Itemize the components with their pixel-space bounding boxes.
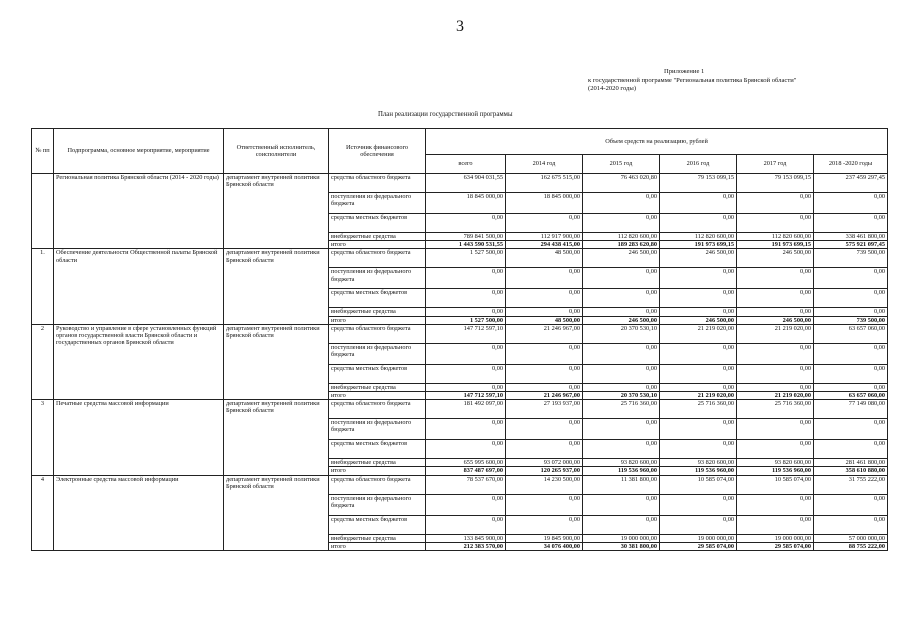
amount-cell: 112 917 900,00	[506, 233, 583, 241]
amount-cell: 358 610 880,00	[814, 467, 888, 475]
amount-cell: 0,00	[660, 419, 737, 440]
amount-cell: 0,00	[814, 419, 888, 440]
header-executor: Ответственный исполнитель, соисполнители	[224, 129, 329, 174]
plan-table-body	[32, 174, 888, 551]
funding-source: итого	[329, 241, 426, 249]
amount-cell: 0,00	[506, 214, 583, 233]
amount-cell: 31 755 222,00	[814, 475, 888, 494]
amount-cell: 1 527 500,00	[426, 249, 506, 268]
amount-cell: 0,00	[814, 383, 888, 391]
amount-cell: 79 153 099,15	[737, 174, 814, 193]
amount-cell: 0,00	[660, 289, 737, 308]
table-row	[32, 324, 888, 343]
amount-cell: 0,00	[814, 268, 888, 289]
amount-cell: 0,00	[583, 440, 660, 459]
amount-cell: 10 585 074,00	[660, 475, 737, 494]
amount-cell: 19 845 900,00	[506, 534, 583, 542]
amount-cell: 0,00	[583, 268, 660, 289]
amount-cell: 0,00	[583, 214, 660, 233]
funding-source: итого	[329, 467, 426, 475]
amount-cell: 0,00	[426, 419, 506, 440]
amount-cell: 119 536 960,00	[583, 467, 660, 475]
amount-cell: 789 841 500,00	[426, 233, 506, 241]
amount-cell: 0,00	[426, 308, 506, 316]
table-row	[32, 174, 888, 193]
amount-cell: 79 153 099,15	[660, 174, 737, 193]
table-row	[32, 475, 888, 494]
amount-cell: 0,00	[737, 289, 814, 308]
funding-source: средства местных бюджетов	[329, 364, 426, 383]
group-number: 1.	[32, 249, 54, 324]
group-name: Печатные средства массовой информации	[54, 400, 224, 475]
group-name: Региональная политика Брянской области (2014 - 2020 годы)	[54, 174, 224, 249]
amount-cell: 191 973 699,15	[737, 241, 814, 249]
amount-cell: 14 230 500,00	[506, 475, 583, 494]
amount-cell: 21 246 967,00	[506, 324, 583, 343]
amount-cell: 338 461 800,00	[814, 233, 888, 241]
group-number: 4	[32, 475, 54, 550]
amount-cell: 0,00	[660, 308, 737, 316]
amount-cell: 0,00	[814, 515, 888, 534]
amount-cell: 246 500,00	[737, 316, 814, 324]
amount-cell: 93 820 600,00	[583, 459, 660, 467]
amount-cell: 0,00	[814, 214, 888, 233]
amount-cell: 0,00	[737, 440, 814, 459]
funding-source: поступления из федерального бюджета	[329, 343, 426, 364]
amount-cell: 112 820 600,00	[660, 233, 737, 241]
amount-cell: 48 500,00	[506, 316, 583, 324]
group-number: 3	[32, 400, 54, 475]
amount-cell: 0,00	[583, 193, 660, 214]
amount-cell: 0,00	[426, 383, 506, 391]
amount-cell: 0,00	[814, 364, 888, 383]
amount-cell: 29 585 074,00	[660, 542, 737, 550]
amount-cell: 0,00	[660, 515, 737, 534]
amount-cell: 0,00	[814, 343, 888, 364]
amount-cell: 1 443 590 531,55	[426, 241, 506, 249]
amount-cell: 246 500,00	[660, 316, 737, 324]
amount-cell: 25 716 360,00	[660, 400, 737, 419]
amount-cell: 246 500,00	[583, 316, 660, 324]
amount-cell: 0,00	[737, 364, 814, 383]
funding-source: итого	[329, 316, 426, 324]
plan-title: План реализации государственной программы	[378, 111, 513, 118]
amount-cell: 0,00	[506, 364, 583, 383]
amount-cell: 0,00	[660, 494, 737, 515]
amount-cell: 0,00	[426, 515, 506, 534]
amount-cell: 0,00	[426, 494, 506, 515]
table-row	[32, 400, 888, 419]
amount-cell: 0,00	[583, 494, 660, 515]
plan-table	[31, 128, 888, 551]
amount-cell: 57 000 000,00	[814, 534, 888, 542]
amount-cell: 112 820 600,00	[583, 233, 660, 241]
amount-cell: 133 845 900,00	[426, 534, 506, 542]
amount-cell: 25 716 360,00	[583, 400, 660, 419]
funding-source: внебюджетные средства	[329, 534, 426, 542]
appendix-line-3: (2014-2020 годы)	[588, 85, 637, 93]
funding-source: итого	[329, 392, 426, 400]
amount-cell: 0,00	[426, 343, 506, 364]
group-name: Электронные средства массовой информации	[54, 475, 224, 550]
amount-cell: 0,00	[583, 383, 660, 391]
header-col-2017: 2017 год	[737, 155, 814, 174]
amount-cell: 119 536 960,00	[737, 467, 814, 475]
amount-cell: 0,00	[506, 494, 583, 515]
amount-cell: 0,00	[426, 289, 506, 308]
amount-cell: 0,00	[506, 440, 583, 459]
amount-cell: 739 500,00	[814, 249, 888, 268]
amount-cell: 0,00	[506, 308, 583, 316]
amount-cell: 19 000 000,00	[737, 534, 814, 542]
amount-cell: 189 283 620,80	[583, 241, 660, 249]
amount-cell: 0,00	[583, 289, 660, 308]
amount-cell: 93 072 000,00	[506, 459, 583, 467]
funding-source: средства областного бюджета	[329, 475, 426, 494]
amount-cell: 0,00	[737, 214, 814, 233]
amount-cell: 0,00	[426, 440, 506, 459]
funding-source: средства областного бюджета	[329, 324, 426, 343]
amount-cell: 0,00	[660, 440, 737, 459]
amount-cell: 20 370 530,10	[583, 324, 660, 343]
amount-cell: 0,00	[737, 343, 814, 364]
amount-cell: 21 219 020,00	[660, 392, 737, 400]
group-executor: департамент внутренней политики Брянской области	[224, 174, 329, 249]
header-subprogram: Подпрограмма, основное мероприятие, мероприятие	[54, 129, 224, 174]
funding-source: поступления из федерального бюджета	[329, 494, 426, 515]
header-col-2014: 2014 год	[506, 155, 583, 174]
amount-cell: 0,00	[737, 494, 814, 515]
amount-cell: 0,00	[506, 343, 583, 364]
funding-source: внебюджетные средства	[329, 308, 426, 316]
amount-cell: 93 820 600,00	[660, 459, 737, 467]
table-row	[32, 249, 888, 268]
funding-source: поступления из федерального бюджета	[329, 419, 426, 440]
amount-cell: 1 527 500,00	[426, 316, 506, 324]
amount-cell: 0,00	[737, 268, 814, 289]
funding-source: средства областного бюджета	[329, 400, 426, 419]
amount-cell: 21 246 967,00	[506, 392, 583, 400]
header-num: № пп	[32, 129, 54, 174]
amount-cell: 25 716 360,00	[737, 400, 814, 419]
amount-cell: 0,00	[506, 268, 583, 289]
amount-cell: 78 537 670,00	[426, 475, 506, 494]
funding-source: поступления из федерального бюджета	[329, 268, 426, 289]
amount-cell: 19 000 000,00	[660, 534, 737, 542]
amount-cell: 112 820 600,00	[737, 233, 814, 241]
funding-source: средства областного бюджета	[329, 174, 426, 193]
group-number: 2	[32, 324, 54, 399]
amount-cell: 655 995 600,00	[426, 459, 506, 467]
amount-cell: 294 438 415,00	[506, 241, 583, 249]
amount-cell: 21 219 020,00	[737, 392, 814, 400]
funding-source: средства местных бюджетов	[329, 440, 426, 459]
amount-cell: 18 845 000,00	[426, 193, 506, 214]
group-number	[32, 174, 54, 249]
funding-source: средства местных бюджетов	[329, 214, 426, 233]
amount-cell: 0,00	[583, 419, 660, 440]
amount-cell: 0,00	[583, 308, 660, 316]
amount-cell: 0,00	[506, 515, 583, 534]
amount-cell: 19 000 000,00	[583, 534, 660, 542]
amount-cell: 21 219 020,00	[737, 324, 814, 343]
amount-cell: 0,00	[660, 364, 737, 383]
amount-cell: 0,00	[737, 193, 814, 214]
amount-cell: 10 585 074,00	[737, 475, 814, 494]
appendix-note	[588, 68, 796, 94]
header-col-2018-2020: 2018 -2020 годы	[814, 155, 888, 174]
funding-source: итого	[329, 542, 426, 550]
amount-cell: 48 500,00	[506, 249, 583, 268]
amount-cell: 212 383 570,00	[426, 542, 506, 550]
amount-cell: 77 149 080,00	[814, 400, 888, 419]
amount-cell: 0,00	[506, 289, 583, 308]
group-name: Обеспечение деятельности Общественной палаты Брянской области	[54, 249, 224, 324]
group-executor: департамент внутренней политики Брянской области	[224, 249, 329, 324]
amount-cell: 0,00	[426, 364, 506, 383]
amount-cell: 281 461 800,00	[814, 459, 888, 467]
amount-cell: 237 459 297,45	[814, 174, 888, 193]
group-executor: департамент внутренней политики Брянской области	[224, 475, 329, 550]
amount-cell: 0,00	[660, 383, 737, 391]
amount-cell: 0,00	[506, 419, 583, 440]
amount-cell: 0,00	[660, 193, 737, 214]
header-source: Источник финансового обеспечения	[329, 129, 426, 174]
amount-cell: 0,00	[506, 383, 583, 391]
header-col-2015: 2015 год	[583, 155, 660, 174]
amount-cell: 11 381 800,00	[583, 475, 660, 494]
amount-cell: 147 712 597,10	[426, 392, 506, 400]
amount-cell: 739 500,00	[814, 316, 888, 324]
amount-cell: 0,00	[426, 214, 506, 233]
amount-cell: 0,00	[737, 308, 814, 316]
amount-cell: 27 193 937,00	[506, 400, 583, 419]
amount-cell: 0,00	[737, 383, 814, 391]
amount-cell: 88 755 222,00	[814, 542, 888, 550]
amount-cell: 634 904 031,55	[426, 174, 506, 193]
funding-source: средства местных бюджетов	[329, 289, 426, 308]
amount-cell: 575 921 097,45	[814, 241, 888, 249]
amount-cell: 0,00	[737, 419, 814, 440]
funding-source: внебюджетные средства	[329, 459, 426, 467]
amount-cell: 0,00	[660, 343, 737, 364]
header-col-2016: 2016 год	[660, 155, 737, 174]
header-volume: Объем средств на реализацию, рублей	[426, 129, 888, 155]
appendix-line-1: Приложение 1	[664, 68, 705, 75]
amount-cell: 0,00	[660, 268, 737, 289]
funding-source: средства областного бюджета	[329, 249, 426, 268]
amount-cell: 0,00	[660, 214, 737, 233]
amount-cell: 18 845 000,00	[506, 193, 583, 214]
amount-cell: 63 657 060,00	[814, 324, 888, 343]
amount-cell: 837 487 697,00	[426, 467, 506, 475]
amount-cell: 0,00	[426, 268, 506, 289]
amount-cell: 34 076 400,00	[506, 542, 583, 550]
funding-source: поступления из федерального бюджета	[329, 193, 426, 214]
amount-cell: 21 219 020,00	[660, 324, 737, 343]
amount-cell: 0,00	[814, 308, 888, 316]
amount-cell: 147 712 597,10	[426, 324, 506, 343]
amount-cell: 0,00	[583, 364, 660, 383]
amount-cell: 30 381 800,00	[583, 542, 660, 550]
amount-cell: 0,00	[814, 494, 888, 515]
amount-cell: 246 500,00	[737, 249, 814, 268]
appendix-line-2: к государственной программе "Региональная политика Брянской области"	[588, 76, 797, 84]
amount-cell: 76 463 020,80	[583, 174, 660, 193]
amount-cell: 119 536 960,00	[660, 467, 737, 475]
amount-cell: 181 492 097,00	[426, 400, 506, 419]
amount-cell: 0,00	[814, 289, 888, 308]
amount-cell: 0,00	[583, 515, 660, 534]
amount-cell: 0,00	[814, 193, 888, 214]
amount-cell: 246 500,00	[660, 249, 737, 268]
amount-cell: 29 585 074,00	[737, 542, 814, 550]
amount-cell: 63 657 060,00	[814, 392, 888, 400]
amount-cell: 93 820 600,00	[737, 459, 814, 467]
funding-source: внебюджетные средства	[329, 383, 426, 391]
funding-source: внебюджетные средства	[329, 233, 426, 241]
amount-cell: 120 265 937,00	[506, 467, 583, 475]
page-number: 3	[456, 18, 464, 35]
amount-cell: 0,00	[583, 343, 660, 364]
group-executor: департамент внутренней политики Брянской области	[224, 400, 329, 475]
amount-cell: 246 500,00	[583, 249, 660, 268]
group-executor: департамент внутренней политики Брянской области	[224, 324, 329, 399]
amount-cell: 0,00	[737, 515, 814, 534]
amount-cell: 20 370 530,10	[583, 392, 660, 400]
amount-cell: 191 973 699,15	[660, 241, 737, 249]
funding-source: средства местных бюджетов	[329, 515, 426, 534]
amount-cell: 162 675 515,00	[506, 174, 583, 193]
group-name: Руководство и управление в сфере установленных функций органов государственной власти Брянской области и государственных органов Брянской области	[54, 324, 224, 399]
amount-cell: 0,00	[814, 440, 888, 459]
header-col-total: всего	[426, 155, 506, 174]
